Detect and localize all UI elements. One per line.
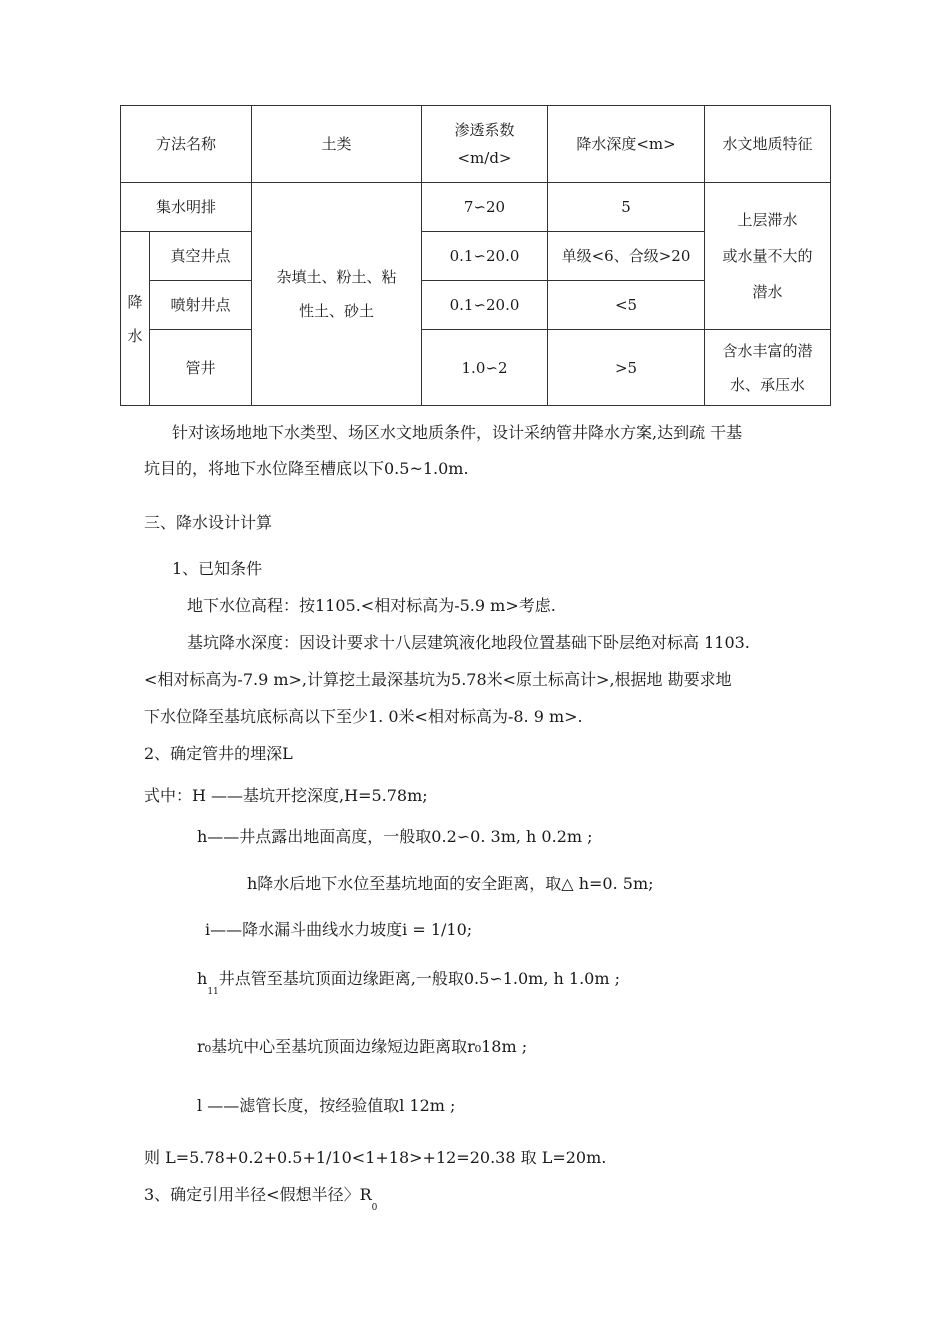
- hydro-1-line1: 上层滞水: [737, 211, 798, 229]
- formula-line: h降水后地下水位至基坑地面的安全距离，取△ h=0. 5m;: [247, 874, 654, 893]
- method-cell: 集水明排: [121, 183, 252, 232]
- paragraph-line: 基坑降水深度：因设计要求十八层建筑液化地段位置基础下卧层绝对标高 1103.: [187, 633, 750, 652]
- radius-subscript: 0: [371, 1203, 378, 1213]
- group-label-2: 水: [127, 326, 143, 345]
- header-soil: 土类: [252, 106, 422, 183]
- formula-line: 式中：H ——基坑开挖深度,H=5.78m;: [144, 786, 428, 805]
- header-permeability-line1: 渗透系数: [454, 121, 515, 139]
- method-cell: 管井: [150, 330, 252, 406]
- subsection-heading: 2、确定管井的埋深L: [144, 744, 293, 763]
- method-cell: 真空井点: [150, 232, 252, 281]
- hydro-cell-1: [705, 183, 831, 330]
- header-method: 方法名称: [121, 106, 252, 183]
- hydro-1-line2: 或水量不大的: [722, 247, 813, 265]
- perm-cell: 0.1∽20.0: [422, 232, 548, 281]
- hydro-2-line1: 含水丰富的潜: [722, 341, 813, 360]
- group-label-1: 降: [127, 292, 143, 311]
- hydro-cell-2: [705, 330, 831, 406]
- depth-cell: <5: [548, 281, 705, 330]
- table-row: [121, 330, 831, 406]
- group-label-cell: [121, 232, 150, 406]
- result-line: 则 L=5.78+0.2+0.5+1/10<1+18>+12=20.38 取 L=20m.: [144, 1148, 607, 1167]
- table-header-row: [121, 106, 831, 183]
- paragraph-line: 下水位降至基坑底标高以下至少1. 0米<相对标高为-8. 9 m>.: [144, 707, 583, 726]
- header-hydro: 水文地质特征: [705, 106, 831, 183]
- perm-cell: 0.1∽20.0: [422, 281, 548, 330]
- formula-subscript: 11: [207, 987, 219, 997]
- formula-line: i——降水漏斗曲线水力坡度i = 1/10;: [205, 920, 473, 939]
- subsection-heading: 1、已知条件: [172, 559, 263, 578]
- formula-line: r₀基坑中心至基坑顶面边缘短边距离取r₀18m ;: [197, 1037, 528, 1056]
- depth-cell: 单级<6、合级>20: [548, 232, 705, 281]
- header-permeability: [422, 106, 548, 183]
- perm-cell: 7∽20: [422, 183, 548, 232]
- hydro-1-line3: 潜水: [752, 283, 783, 301]
- paragraph-line: 地下水位高程：按1105.<相对标高为-5.9 m>考虑.: [187, 596, 556, 615]
- formula-line: l ——滤管长度，按经验值取l 12m ;: [197, 1096, 456, 1115]
- depth-cell: 5: [548, 183, 705, 232]
- soil-line1: 杂填土、粉土、粘: [276, 268, 397, 286]
- section-heading: 三、降水设计计算: [144, 513, 273, 532]
- hydro-2-line2: 水、承压水: [729, 375, 805, 394]
- paragraph-line: 针对该场地地下水类型、场区水文地质条件，设计采纳管井降水方案,达到疏 干基: [172, 423, 743, 442]
- radius-text: 3、确定引用半径<假想半径〉R: [144, 1185, 372, 1204]
- formula-line: h——井点露出地面高度，一般取0.2∽0. 3m, h 0.2m ;: [197, 827, 593, 846]
- paragraph-line: 坑目的，将地下水位降至槽底以下0.5~1.0m.: [144, 459, 469, 478]
- soil-cell: [252, 183, 422, 406]
- header-permeability-line2: <m/d>: [457, 149, 512, 167]
- formula-line: [197, 966, 620, 997]
- formula-text: 井点管至基坑顶面边缘距离,一般取0.5∽1.0m, h 1.0m ;: [218, 969, 620, 988]
- formula-symbol: h: [197, 969, 208, 988]
- header-depth: 降水深度<m>: [548, 106, 705, 183]
- subsection-heading: [144, 1182, 378, 1213]
- perm-cell: 1.0∽2: [422, 330, 548, 406]
- dewatering-methods-table: [120, 105, 831, 406]
- soil-line2: 性土、砂土: [298, 302, 374, 320]
- paragraph-line: <相对标高为-7.9 m>,计算挖土最深基坑为5.78米<原土标高计>,根据地 勘要求地: [144, 670, 732, 689]
- depth-cell: >5: [548, 330, 705, 406]
- table-row: [121, 183, 831, 232]
- method-cell: 喷射井点: [150, 281, 252, 330]
